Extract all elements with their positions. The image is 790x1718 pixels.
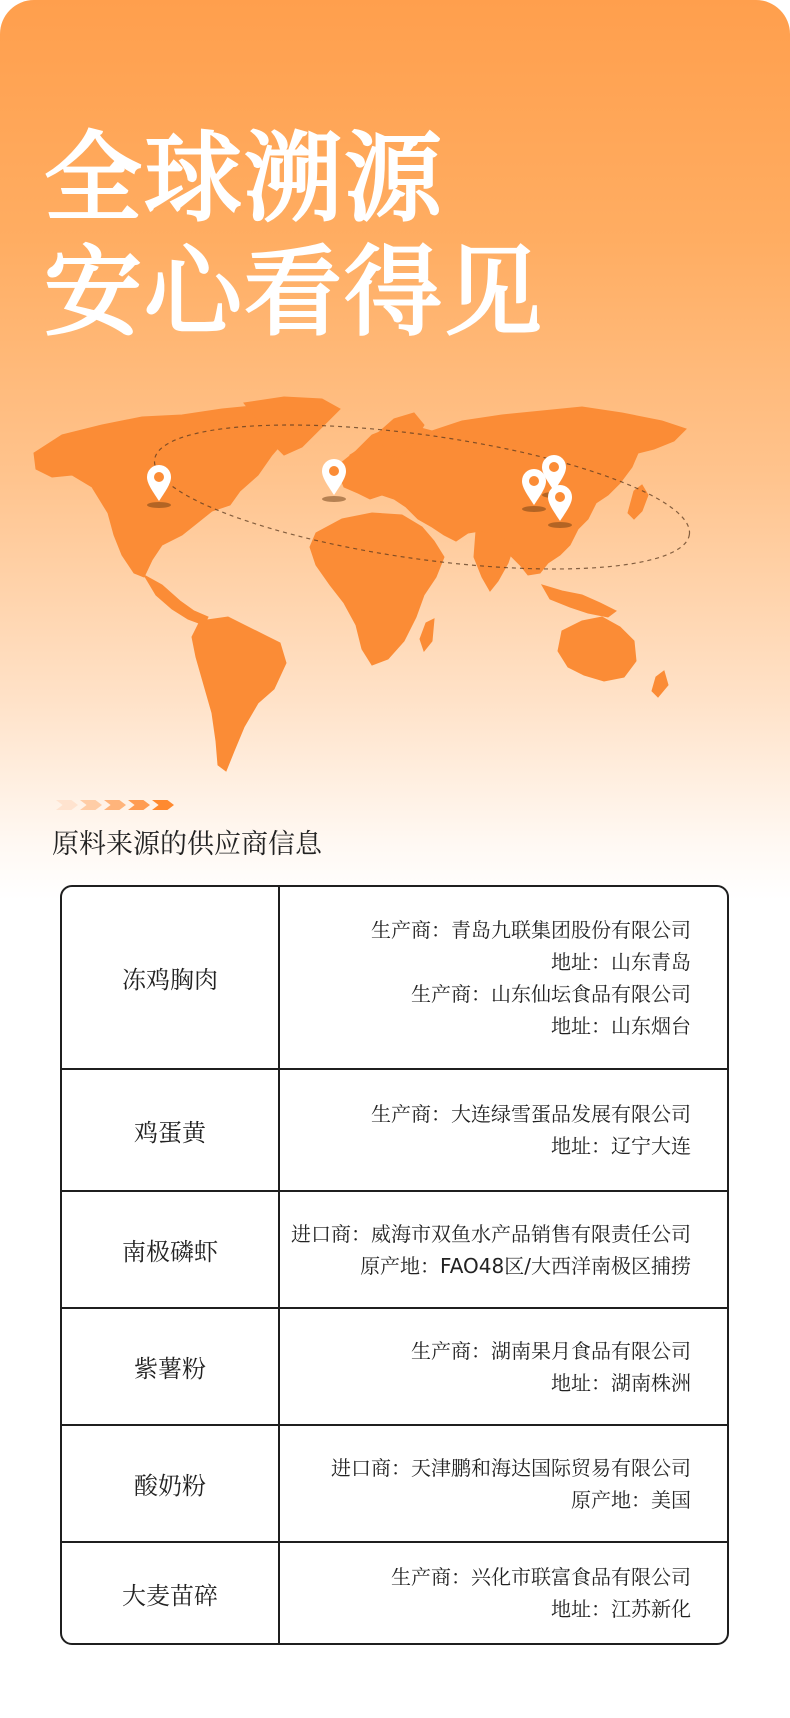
supplier-info xyxy=(280,1309,727,1424)
chevron-icon xyxy=(128,800,150,810)
supplier-info xyxy=(280,1543,727,1643)
australia-shape xyxy=(558,617,636,681)
hero-title xyxy=(44,122,544,350)
ingredient-name: 鸡蛋黄 xyxy=(62,1070,280,1190)
supplier-line: 进口商：天津鹏和海达国际贸易有限公司 xyxy=(331,1455,691,1480)
hero-title-line-1: 全球溯源 xyxy=(44,122,445,236)
japan-shape xyxy=(628,485,648,519)
hero-title-line-2: 安心看得见 xyxy=(44,236,545,350)
supplier-info xyxy=(280,1070,727,1190)
table-row xyxy=(62,1426,727,1543)
chevron-decoration-icon xyxy=(56,800,322,810)
chevron-icon xyxy=(152,800,174,810)
section-header xyxy=(52,800,322,861)
supplier-line: 原产地：美国 xyxy=(571,1487,691,1512)
supplier-line: 原产地：FAO48区/大西洋南极区捕捞 xyxy=(360,1253,691,1278)
chevron-icon xyxy=(80,800,102,810)
section-title: 原料来源的供应商信息 xyxy=(52,829,322,860)
new-zealand-shape xyxy=(652,671,668,697)
supplier-line: 生产商：青岛九联集团股份有限公司 xyxy=(371,917,691,942)
ingredient-name: 紫薯粉 xyxy=(62,1309,280,1424)
central-america-shape xyxy=(144,575,208,625)
supplier-line: 地址：江苏新化 xyxy=(551,1597,691,1621)
table-row xyxy=(62,887,727,1070)
supplier-table xyxy=(60,885,729,1645)
supplier-info xyxy=(280,1426,727,1541)
supplier-line: 地址：山东烟台 xyxy=(551,1013,691,1038)
supplier-line: 生产商：兴化市联富食品有限公司 xyxy=(391,1565,691,1589)
table-row xyxy=(62,1192,727,1309)
ingredient-name: 南极磷虾 xyxy=(62,1192,280,1307)
ingredient-name: 冻鸡胸肉 xyxy=(62,887,280,1068)
supplier-line: 地址：辽宁大连 xyxy=(551,1134,691,1158)
supplier-info xyxy=(280,887,727,1068)
supplier-line: 地址：湖南株洲 xyxy=(551,1370,691,1395)
table-row xyxy=(62,1070,727,1192)
supplier-line: 生产商：湖南果月食品有限公司 xyxy=(411,1338,691,1363)
ingredient-name: 大麦苗碎 xyxy=(62,1543,280,1643)
pin-europe-icon xyxy=(322,459,346,502)
madagascar-shape xyxy=(420,619,434,651)
ingredient-name: 酸奶粉 xyxy=(62,1426,280,1541)
southeast-asia-shape xyxy=(542,585,616,617)
world-map-graphic xyxy=(22,395,762,795)
table-row xyxy=(62,1543,727,1643)
supplier-line: 进口商：威海市双鱼水产品销售有限责任公司 xyxy=(291,1221,691,1246)
supplier-info xyxy=(280,1192,727,1307)
supplier-line: 生产商：山东仙坛食品有限公司 xyxy=(411,981,691,1006)
table-row xyxy=(62,1309,727,1426)
chevron-icon xyxy=(104,800,126,810)
supplier-line: 地址：山东青岛 xyxy=(551,949,691,974)
chevron-icon xyxy=(56,800,78,810)
supplier-line: 生产商：大连绿雪蛋品发展有限公司 xyxy=(371,1102,691,1126)
world-map xyxy=(22,395,762,795)
south-america-shape xyxy=(192,617,286,771)
